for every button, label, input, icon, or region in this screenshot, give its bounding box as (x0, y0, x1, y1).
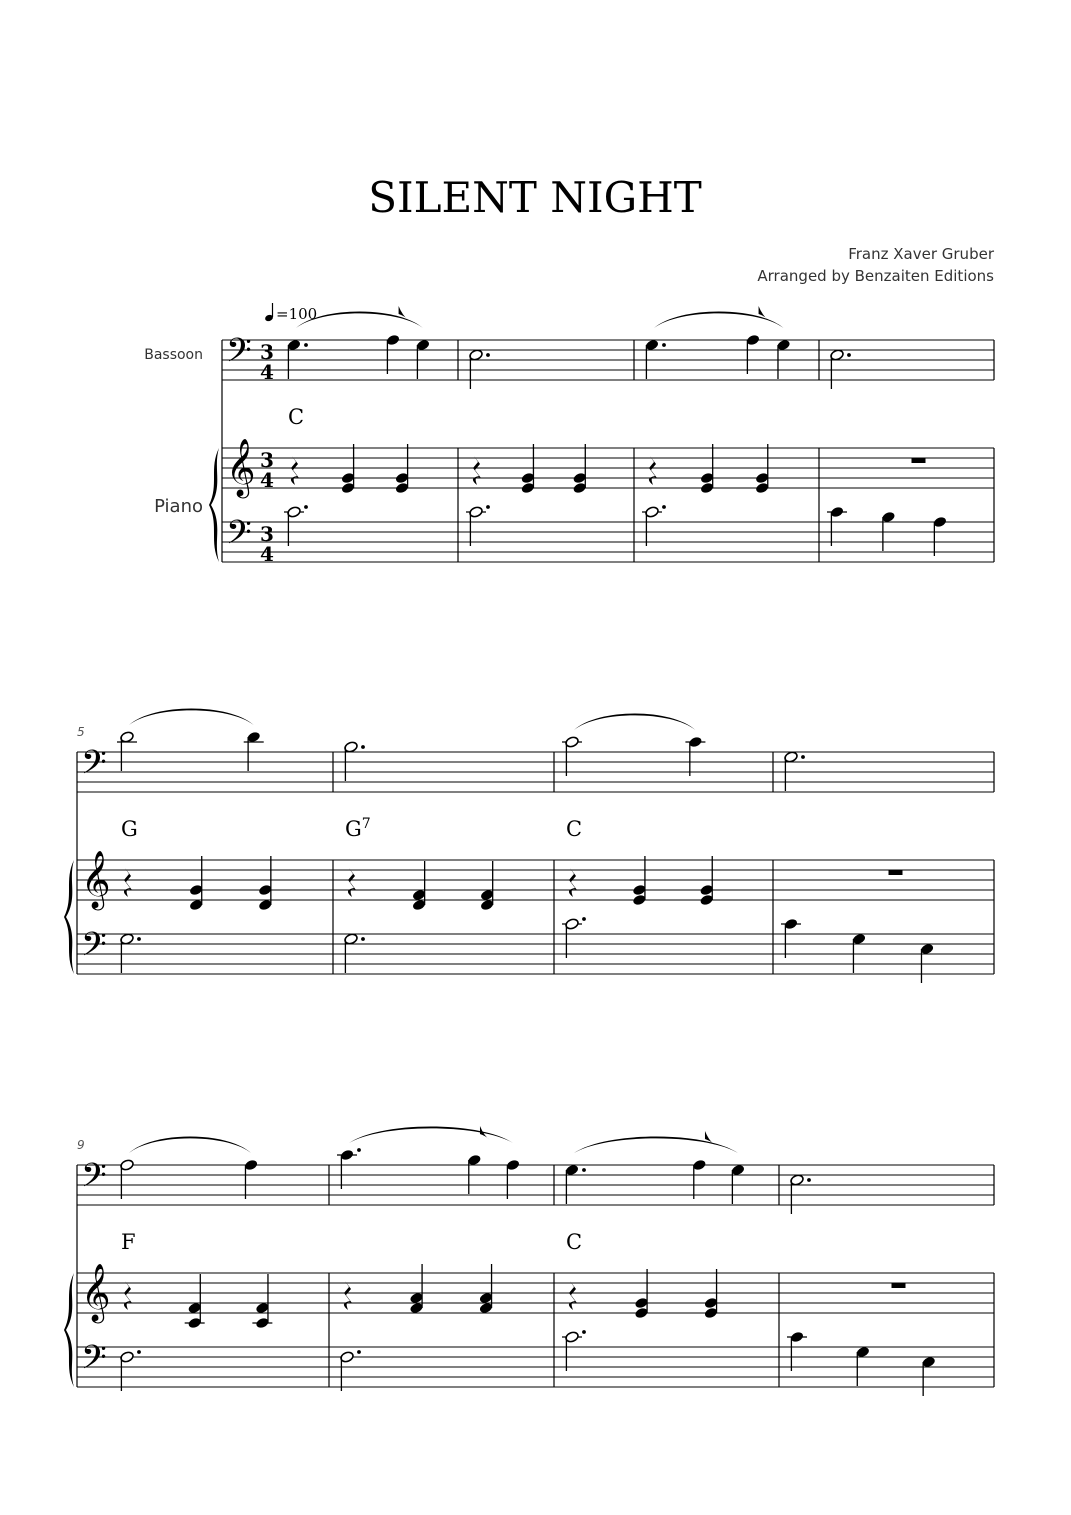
piano-brace (64, 860, 74, 974)
chord-symbol: G (121, 817, 138, 841)
quarter-rest (124, 868, 132, 897)
augmentation-dot (137, 937, 141, 941)
augmentation-dot (137, 1350, 141, 1354)
augmentation-dot (304, 505, 308, 509)
augmentation-dot (847, 353, 851, 357)
augmentation-dot (361, 937, 365, 941)
systems (64, 306, 994, 1396)
bassoon-staff (77, 709, 994, 793)
quarter-rest (649, 456, 657, 485)
augmentation-dot (304, 343, 308, 347)
treble-clef: 𝄞 (81, 1263, 111, 1321)
quarter-rest (569, 1281, 577, 1310)
slur (574, 1137, 738, 1154)
treble-clef: 𝄞 (81, 850, 111, 908)
slur (654, 312, 784, 329)
measure-number: 9 (77, 1138, 85, 1152)
score-title: SILENT NIGHT (368, 173, 702, 222)
time-signature-bottom: 4 (260, 468, 274, 492)
piano-brace (64, 1273, 74, 1387)
augmentation-dot (801, 755, 805, 759)
system-1 (144, 306, 994, 566)
time-signature-top: 3 (260, 522, 274, 546)
bass-clef: 𝄢 (81, 1157, 107, 1203)
bass-clef: 𝄢 (81, 1339, 107, 1385)
chord-symbol: C (288, 405, 305, 429)
time-signature-top: 3 (260, 340, 274, 364)
slur (349, 1127, 513, 1144)
augmentation-dot (486, 353, 490, 357)
augmentation-dot (361, 745, 365, 749)
chord-symbol: C (566, 817, 583, 841)
slur (129, 1137, 251, 1154)
bass-clef: 𝄢 (81, 744, 107, 790)
time-signature-bottom: 4 (260, 542, 274, 566)
augmentation-dot (582, 1168, 586, 1172)
measure-number: 5 (77, 725, 85, 739)
bass-clef: 𝄢 (226, 514, 252, 560)
piano-bass-staff (77, 917, 994, 983)
arranger-credit: Arranged by Benzaiten Editions (757, 267, 994, 285)
augmentation-dot (662, 343, 666, 347)
time-signature-bottom: 4 (260, 360, 274, 384)
bass-clef: 𝄢 (226, 332, 252, 378)
augmentation-dot (662, 505, 666, 509)
piano-bass-staff (222, 505, 994, 566)
whole-rest (892, 1283, 906, 1288)
quarter-rest (344, 1281, 352, 1310)
treble-clef: 𝄞 (226, 438, 256, 496)
quarter-rest (569, 868, 577, 897)
quarter-rest (348, 868, 356, 897)
bassoon-staff (222, 306, 994, 389)
bassoon-staff (77, 1126, 994, 1214)
piano-bass-staff (77, 1330, 994, 1396)
augmentation-dot (357, 1148, 361, 1152)
chord-symbol: C (566, 1230, 583, 1254)
slur (129, 709, 254, 726)
augmentation-dot (582, 917, 586, 921)
augmentation-dot (582, 1330, 586, 1334)
bass-clef: 𝄢 (81, 926, 107, 972)
time-signature-top: 3 (260, 448, 274, 472)
instrument-label-piano: Piano (154, 496, 203, 517)
augmentation-dot (807, 1178, 811, 1182)
piano-brace (209, 448, 219, 562)
piano-treble-staff (222, 438, 994, 499)
system-3 (64, 1126, 994, 1396)
quarter-rest (291, 456, 299, 485)
augmentation-dot (486, 505, 490, 509)
piano-treble-staff (77, 850, 994, 911)
piano-treble-staff (77, 1263, 994, 1329)
quarter-rest (473, 456, 481, 485)
quarter-rest (124, 1281, 132, 1310)
tempo-marking (264, 303, 317, 323)
chord-symbol: F (121, 1230, 136, 1254)
augmentation-dot (357, 1350, 361, 1354)
whole-rest (912, 458, 926, 463)
composer-credit: Franz Xaver Gruber (848, 245, 994, 263)
svg-text:=100: =100 (276, 305, 318, 323)
slur (574, 714, 695, 731)
system-2 (64, 709, 994, 984)
instrument-label-bassoon: Bassoon (144, 347, 203, 363)
whole-rest (889, 870, 903, 875)
chord-symbol: $G^7$ (345, 816, 371, 841)
